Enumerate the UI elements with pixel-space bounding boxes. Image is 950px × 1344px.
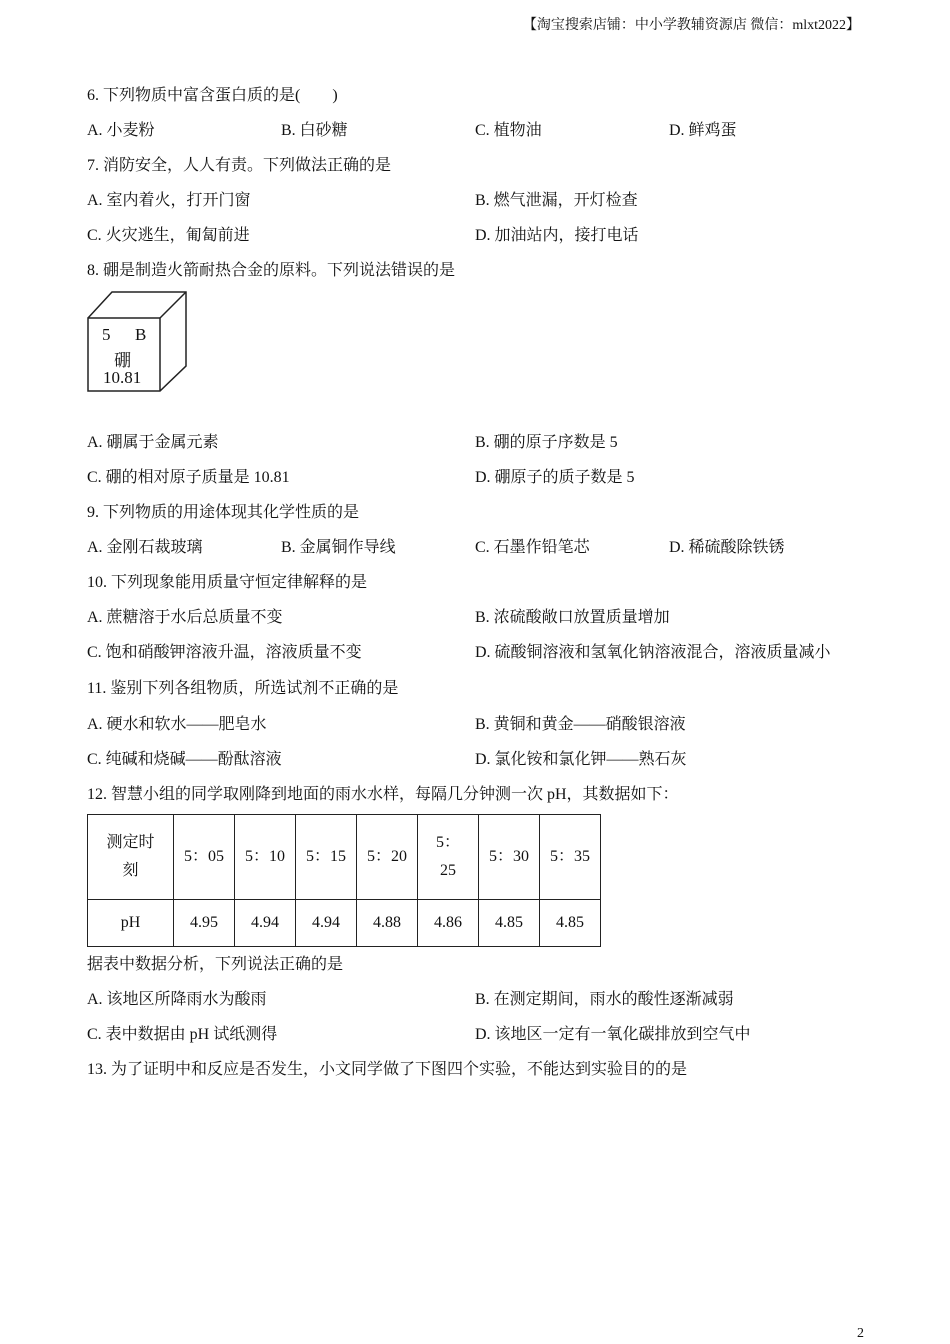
question-8-option-a: A. 硼属于金属元素	[87, 434, 219, 451]
table-row-times	[88, 815, 601, 900]
table-header-ph: pH	[88, 900, 174, 947]
question-6-option-b: B. 白砂糖	[281, 122, 348, 139]
table-header-time	[88, 815, 174, 900]
element-name: 硼	[114, 351, 131, 370]
question-8-option-b: B. 硼的原子序数是 5	[475, 434, 618, 451]
table-cell-ph: 4.85	[540, 900, 601, 947]
question-7-option-a: A. 室内着火，打开门窗	[87, 192, 251, 209]
question-9-option-c: C. 石墨作铅笔芯	[475, 539, 590, 556]
question-10-option-a: A. 蔗糖溶于水后总质量不变	[87, 609, 283, 626]
element-card-boron	[86, 290, 188, 394]
question-12-stem: 12. 智慧小组的同学取刚降到地面的雨水水样，每隔几分钟测一次 pH，其数据如下：	[87, 786, 679, 803]
question-12-prompt: 据表中数据分析，下列说法正确的是	[87, 956, 344, 973]
question-10-option-c: C. 饱和硝酸钾溶液升温，溶液质量不变	[87, 644, 362, 661]
question-10-option-b: B. 浓硫酸敞口放置质量增加	[475, 609, 670, 626]
element-atomic-mass: 10.81	[103, 368, 142, 387]
table-cell-ph: 4.94	[235, 900, 296, 947]
element-symbol: B	[135, 325, 147, 344]
table-row-ph	[88, 900, 601, 947]
question-7-option-b: B. 燃气泄漏，开灯检查	[475, 192, 638, 209]
question-9-option-b: B. 金属铜作导线	[281, 539, 396, 556]
question-8-option-c: C. 硼的相对原子质量是 10.81	[87, 469, 290, 486]
question-8-stem: 8. 硼是制造火箭耐热合金的原料。下列说法错误的是	[87, 262, 456, 279]
question-10-stem: 10. 下列现象能用质量守恒定律解释的是	[87, 574, 368, 591]
question-12-option-c: C. 表中数据由 pH 试纸测得	[87, 1026, 278, 1043]
question-12-option-b: B. 在测定期间，雨水的酸性逐渐减弱	[475, 991, 734, 1008]
question-11-option-d: D. 氯化铵和氯化钾——熟石灰	[475, 751, 687, 768]
question-10-option-d: D. 硫酸铜溶液和氢氧化钠溶液混合，溶液质量减小	[475, 644, 831, 661]
table-cell-ph: 4.86	[418, 900, 479, 947]
question-11-option-b: B. 黄铜和黄金——硝酸银溶液	[475, 716, 686, 733]
question-7-stem: 7. 消防安全，人人有责。下列做法正确的是	[87, 157, 392, 174]
ph-data-table	[87, 814, 601, 947]
table-header-time-line2: 刻	[122, 862, 139, 879]
page-header: 【淘宝搜索店铺：中小学教辅资源店 微信：mlxt2022】	[522, 18, 860, 33]
question-9-stem: 9. 下列物质的用途体现其化学性质的是	[87, 504, 360, 521]
table-header-time-line1: 测定时	[106, 834, 155, 851]
question-6-option-c: C. 植物油	[475, 122, 542, 139]
table-cell-time: 5：20	[357, 815, 418, 900]
question-12-option-d: D. 该地区一定有一氧化碳排放到空气中	[475, 1026, 751, 1043]
question-11-option-a: A. 硬水和软水——肥皂水	[87, 716, 267, 733]
question-12-option-a: A. 该地区所降雨水为酸雨	[87, 991, 267, 1008]
question-13-stem: 13. 为了证明中和反应是否发生，小文同学做了下图四个实验，不能达到实验目的的是	[87, 1061, 688, 1078]
question-8-option-d: D. 硼原子的质子数是 5	[475, 469, 635, 486]
element-atomic-number: 5	[102, 325, 111, 344]
question-7-option-c: C. 火灾逃生，匍匐前进	[87, 227, 250, 244]
question-9-option-d: D. 稀硫酸除铁锈	[669, 539, 785, 556]
table-cell-ph: 4.88	[357, 900, 418, 947]
table-cell-time: 5：35	[540, 815, 601, 900]
table-cell-time: 5：30	[479, 815, 540, 900]
table-cell-ph: 4.94	[296, 900, 357, 947]
table-cell-ph: 4.85	[479, 900, 540, 947]
page-number: 2	[857, 1326, 864, 1341]
question-11-stem: 11. 鉴别下列各组物质，所选试剂不正确的是	[87, 680, 399, 697]
table-cell-ph: 4.95	[174, 900, 235, 947]
question-9-option-a: A. 金刚石裁玻璃	[87, 539, 203, 556]
table-cell-time: 5：10	[235, 815, 296, 900]
table-cell-time: 5：25	[418, 815, 479, 900]
table-cell-time: 5：15	[296, 815, 357, 900]
question-11-option-c: C. 纯碱和烧碱——酚酞溶液	[87, 751, 282, 768]
question-6-stem: 6. 下列物质中富含蛋白质的是( )	[87, 87, 338, 104]
question-6-option-d: D. 鲜鸡蛋	[669, 122, 737, 139]
question-6-option-a: A. 小麦粉	[87, 122, 155, 139]
table-cell-time: 5：05	[174, 815, 235, 900]
question-7-option-d: D. 加油站内，接打电话	[475, 227, 639, 244]
